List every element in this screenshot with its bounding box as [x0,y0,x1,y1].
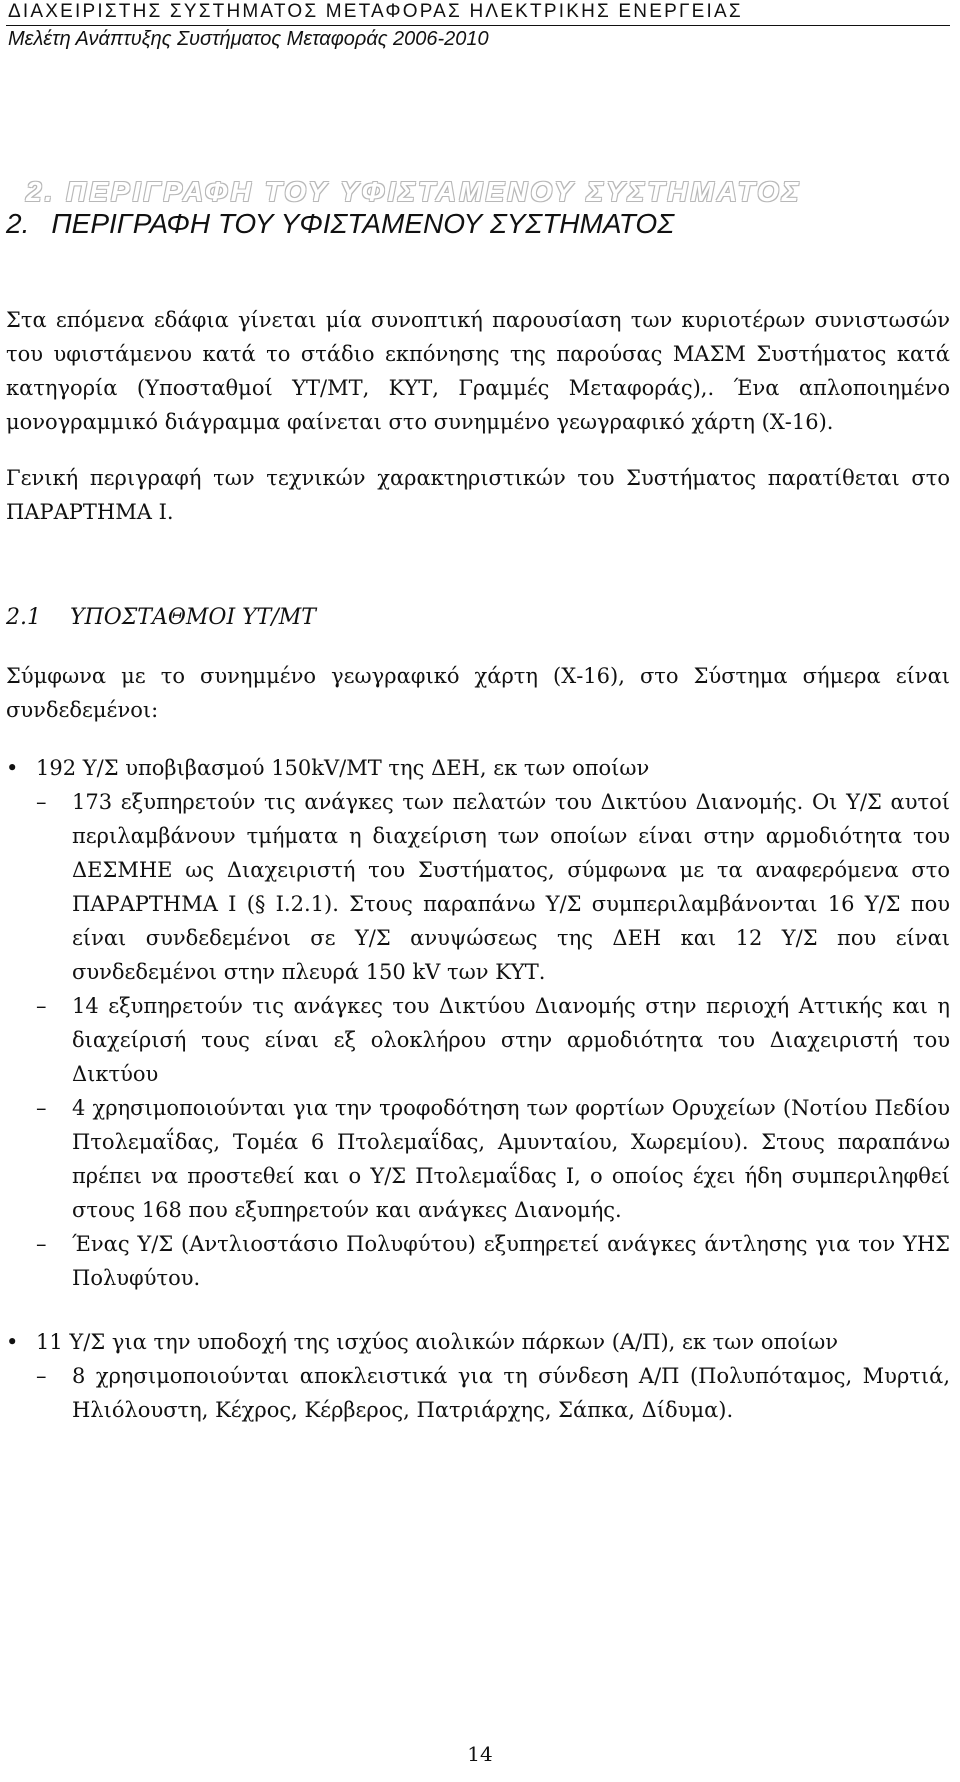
chapter-title [6,208,674,240]
bullet-item [6,751,950,1295]
section-number: 2.1 [6,605,41,630]
sub-list-item [36,1227,950,1295]
page-number: 14 [467,1742,493,1766]
section-heading [6,601,950,635]
sub-list-item [36,1091,950,1227]
dash-icon: – [36,1096,47,1120]
bullet-list [6,751,950,1427]
bullet-icon: • [6,1330,19,1354]
sub-list [36,785,950,1295]
header-title: ΔΙΑΧΕΙΡΙΣΤΗΣ ΣΥΣΤΗΜΑΤΟΣ ΜΕΤΑΦΟΡΑΣ ΗΛΕΚΤΡΙΚΗΣ ΕΝΕΡΓΕΙΑΣ [8,1,743,22]
sub-list-text: 4 χρησιμοποιούνται για την τροφοδότηση των φορτίων Ορυχείων (Νοτίου Πεδίου Πτολεμαΐδας, Τομέα 6 Πτολεμαΐδας, Αμυνταίου, Χωρεμίου). Στους παραπάνω πρέπει να προστεθεί και ο Υ/Σ Πτολεμαΐδας Ι, ο οποίος έχει ήδη συμπεριληφθεί στους 168 που εξυπηρετούν και ανάγκες Διανομής. [72,1096,950,1222]
sub-list-text: 173 εξυπηρετούν τις ανάγκες των πελατών του Δικτύου Διανομής. Οι Υ/Σ αυτοί περιλαμβάνουν τμήματα η διαχείριση των οποίων είναι στην αρμοδιότητα του ΔΕΣΜΗΕ ως Διαχειριστή του Συστήματος, σύμφωνα με τα αναφερόμενα στο ΠΑΡΑΡΤΗΜΑ Ι (§ Ι.2.1). Στους παραπάνω Υ/Σ συμπεριλαμβάνονται 16 Υ/Σ που είναι συνδεδεμένοι σε Υ/Σ ανυψώσεως της ΔΕΗ και 12 Υ/Σ που είναι συνδεδεμένοι στην πλευρά 150 kV των ΚΥΤ. [72,790,950,984]
bullet-text: 11 Υ/Σ για την υποδοχή της ισχύος αιολικών πάρκων (Α/Π), εκ των οποίων [36,1330,839,1354]
sub-list-text: 8 χρησιμοποιούνται αποκλειστικά για τη σύνδεση Α/Π (Πολυπόταμος, Μυρτιά, Ηλιόλουστη, Κέχρος, Κέρβερος, Πατριάρχης, Σάπκα, Δίδυμα). [72,1364,950,1422]
page-header [6,0,950,52]
sub-list-text: Ένας Υ/Σ (Αντλιοστάσιο Πολυφύτου) εξυπηρετεί ανάγκες άντλησης για τον ΥΗΣ Πολυφύτου. [72,1232,950,1290]
bullet-item [6,1325,950,1427]
sub-list-item [36,785,950,989]
sub-list-text: 14 εξυπηρετούν τις ανάγκες του Δικτύου Διανομής στην περιοχή Αττικής και η διαχείρισή τους είναι εξ ολοκλήρου στην αρμοδιότητα του Διαχειριστή του Δικτύου [72,994,950,1086]
sub-list-item [36,989,950,1091]
sub-list-item [36,1359,950,1427]
document-body [6,303,950,1427]
dash-icon: – [36,1364,47,1388]
dash-icon: – [36,994,47,1018]
dash-icon: – [36,1232,47,1256]
section-intro-paragraph: Σύμφωνα με το συνημμένο γεωγραφικό χάρτη (Χ-16), στο Σύστημα σήμερα είναι συνδεδεμένοι: [6,664,950,722]
general-description-paragraph: Γενική περιγραφή των τεχνικών χαρακτηριστικών του Συστήματος παρατίθεται στο ΠΑΡΑΡΤΗΜΑ Ι. [6,466,950,524]
chapter-title-text: ΠΕΡΙΓΡΑΦΗ ΤΟΥ ΥΦΙΣΤΑΜΕΝΟΥ ΣΥΣΤΗΜΑΤΟΣ [51,208,674,239]
sub-list [36,1359,950,1427]
bullet-icon: • [6,756,19,780]
chapter-heading-watermark: 2. ΠΕΡΙΓΡΑΦΗ ΤΟΥ ΥΦΙΣΤΑΜΕΝΟΥ ΣΥΣΤΗΜΑΤΟΣ [26,176,802,207]
intro-paragraph: Στα επόμενα εδάφια γίνεται μία συνοπτική παρουσίαση των κυριοτέρων συνιστωσών του υφιστάμενου κατά το στάδιο εκπόνησης της παρούσας ΜΑΣΜ Συστήματος κατά κατηγορία (Υποσταθμοί ΥΤ/ΜΤ, ΚΥΤ, Γραμμές Μεταφοράς),. Ένα απλοποιημένο μονογραμμικό διάγραμμα φαίνεται στο συνημμένο γεωγραφικό χάρτη (Χ-16). [6,308,950,434]
section-title: ΥΠΟΣΤΑΘΜΟΙ ΥΤ/ΜΤ [70,605,316,630]
dash-icon: – [36,790,47,814]
chapter-heading [6,176,906,256]
header-subtitle: Μελέτη Ανάπτυξης Συστήματος Μεταφοράς 2006-2010 [8,28,489,50]
chapter-number: 2. [6,208,30,239]
bullet-text: 192 Υ/Σ υποβιβασμού 150kV/MT της ΔΕΗ, εκ των οποίων [36,756,650,780]
